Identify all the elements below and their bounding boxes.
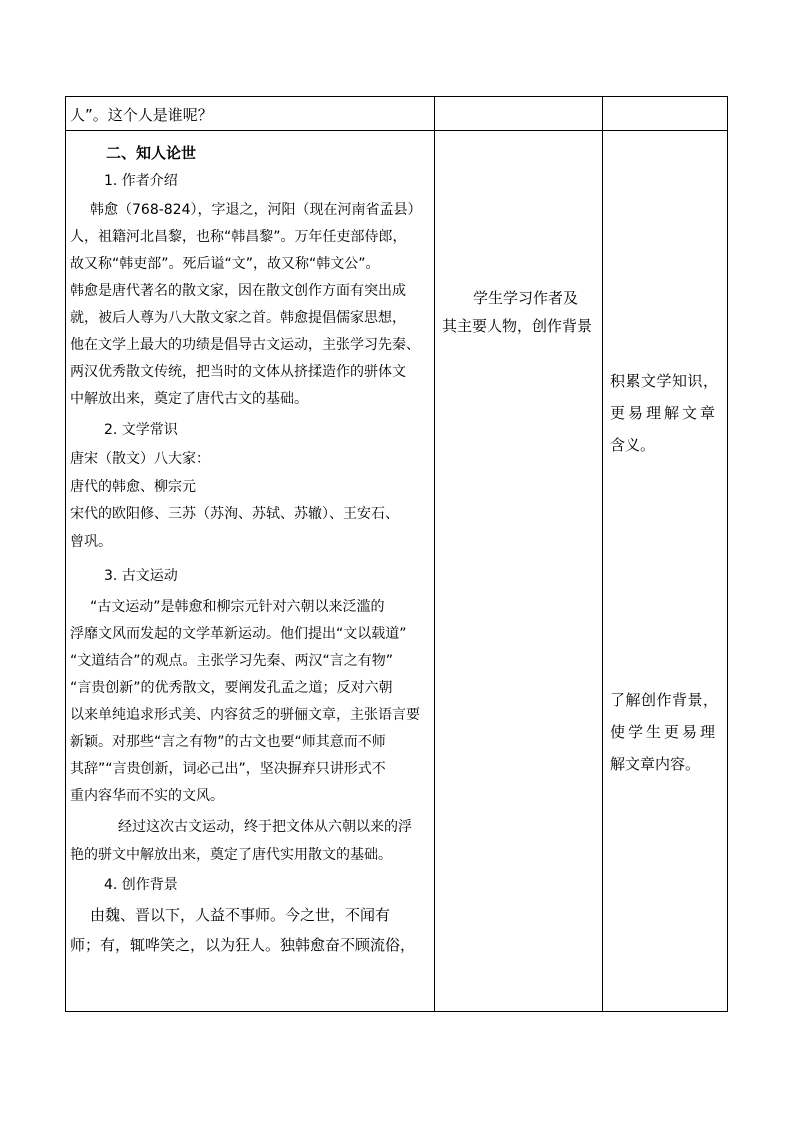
activity-line: 学生学习作者及 bbox=[473, 289, 579, 307]
paragraph-line: 艳的骈文中解放出来，奠定了唐代实用散文的基础。 bbox=[70, 847, 392, 863]
paragraph-line: 新颖。对那些“言之有物”的古文也要“师其意而不师 bbox=[70, 734, 386, 750]
table-row bbox=[66, 131, 728, 1012]
paragraph-line: 唐宋（散文）八大家： bbox=[70, 451, 210, 467]
paragraph-line: 经过这次古文运动，终于把文体从六朝以来的浮 bbox=[118, 819, 412, 835]
paragraph-line: 重内容华而不实的文风。 bbox=[70, 788, 224, 804]
paragraph-line: 他在文学上最大的功绩是倡导古文运动，主张学习先秦、 bbox=[70, 337, 420, 353]
lesson-plan-table bbox=[65, 96, 728, 1012]
paragraph-line: 韩愈是唐代著名的散文家，因在散文创作方面有突出成 bbox=[70, 283, 406, 299]
paragraph-line: 由魏、晋以下，人益不事师。今之世，不闻有 bbox=[90, 906, 391, 924]
paragraph-line: “古文运动”是韩愈和柳宗元针对六朝以来泛滥的 bbox=[90, 599, 385, 615]
subsection-heading: 1. 作者介绍 bbox=[104, 173, 178, 189]
paragraph-line: 师；有，辄哗笑之，以为狂人。独韩愈奋不顾流俗， bbox=[70, 936, 416, 954]
intent-line: 含义。 bbox=[610, 436, 656, 454]
table-cell-content bbox=[66, 131, 435, 1012]
paragraph-line: “言贵创新”的优秀散文，要阐发孔孟之道；反对六朝 bbox=[70, 680, 393, 696]
paragraph-line: 人，祖籍河北昌黎，也称“韩昌黎”。万年任吏部侍郎， bbox=[70, 229, 407, 245]
paragraph-line: 其辞”“言贵创新，词必己出”，坚决摒弃只讲形式不 bbox=[70, 761, 386, 777]
subsection-heading: 3. 古文运动 bbox=[104, 568, 178, 584]
subsection-heading: 2. 文学常识 bbox=[104, 422, 178, 438]
table-row bbox=[66, 97, 728, 131]
activity-line: 其主要人物，创作背景 bbox=[442, 317, 593, 335]
intent-line: 解文章内容。 bbox=[610, 755, 701, 773]
continued-question-text: 人”。这个人是谁呢？ bbox=[70, 106, 213, 124]
intent-line: 使学生更易理 bbox=[610, 723, 719, 741]
intent-line: 更易理解文章 bbox=[610, 404, 719, 422]
table-cell-student-activity bbox=[435, 131, 603, 1012]
paragraph-line: 唐代的韩愈、柳宗元 bbox=[70, 479, 196, 495]
table-cell-content bbox=[66, 97, 435, 131]
paragraph-line: 两汉优秀散文传统，把当时的文体从挤揉造作的骈体文 bbox=[70, 364, 406, 380]
paragraph-line: 韩愈（768-824），字退之，河阳（现在河南省孟县） bbox=[90, 202, 422, 218]
paragraph-line: 故又称“韩吏部”。死后谥“文”，故又称“韩文公”。 bbox=[70, 256, 380, 272]
paragraph-line: 中解放出来，奠定了唐代古文的基础。 bbox=[70, 391, 308, 407]
paragraph-line: 宋代的欧阳修、三苏（苏洵、苏轼、苏辙）、王安石、 bbox=[70, 506, 399, 522]
paragraph-line: 以来单纯追求形式美、内容贫乏的骈俪文章，主张语言要 bbox=[70, 707, 420, 723]
paragraph-line: 就，被后人尊为八大散文家之首。韩愈提倡儒家思想， bbox=[70, 310, 406, 326]
subsection-heading: 4. 创作背景 bbox=[104, 877, 178, 893]
table-cell-design-intent bbox=[603, 131, 728, 1012]
intent-line: 了解创作背景， bbox=[610, 691, 719, 709]
section-heading: 二、知人论世 bbox=[106, 144, 197, 162]
paragraph-line: 浮靡文风而发起的文学革新运动。他们提出“文以载道” bbox=[70, 626, 407, 642]
paragraph-line: “文道结合”的观点。主张学习先秦、两汉“言之有物” bbox=[70, 653, 394, 669]
table-cell-student-activity bbox=[435, 97, 603, 131]
table-cell-design-intent bbox=[603, 97, 728, 131]
paragraph-line: 曾巩。 bbox=[70, 534, 112, 550]
intent-line: 积累文学知识， bbox=[610, 372, 719, 390]
